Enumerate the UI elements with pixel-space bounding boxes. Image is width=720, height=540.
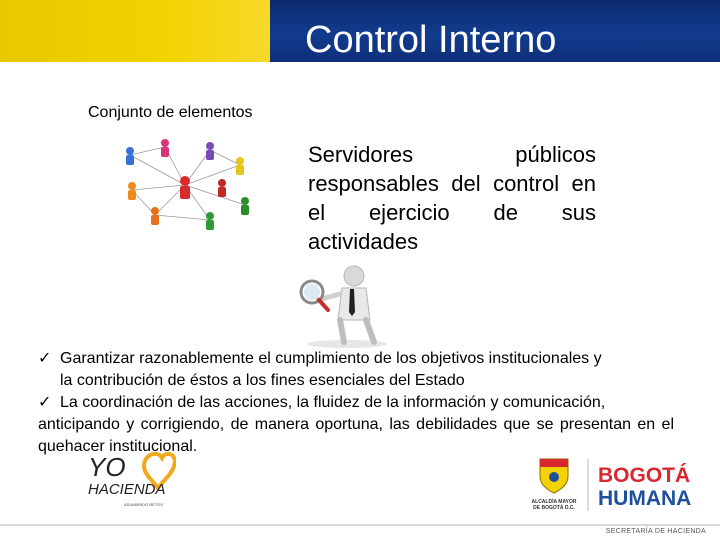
bullet-item: [38, 392, 674, 414]
slide-title: Control Interno: [305, 19, 557, 61]
bullet-text: Garantizar razonablemente el cumplimiento de los objetivos institucionales y: [60, 350, 602, 367]
yo-hacienda-logo: [86, 448, 176, 510]
footer-divider: [0, 524, 720, 526]
header-banner: [0, 0, 720, 62]
header-gold-band: [0, 0, 270, 62]
bogota-humana-logo: [528, 455, 708, 515]
humana-text: HUMANA: [598, 487, 692, 510]
seal-line1: ALCALDÍA MAYOR: [531, 499, 577, 505]
servidores-description: Servidores públicos responsables del control en el ejercicio de sus actividades: [308, 142, 596, 254]
bullet-text: La coordinación de las acciones, la fluidez de la información y comunicación,: [60, 394, 606, 411]
logo-yo-text: YO: [88, 452, 126, 482]
people-network-illustration: [110, 135, 260, 235]
magnifier-figure-illustration: [292, 262, 392, 350]
checkmark-icon: ✓: [38, 350, 52, 367]
bullet-continuation: anticipando y corrigiendo, de manera oportuna, las debilidades que se presentan en el quehacer institucional.: [38, 416, 674, 455]
logo-hacienda-text: HACIENDA: [88, 481, 166, 498]
bullet-continuation: la contribución de éstos a los fines esenciales del Estado: [60, 372, 465, 389]
footer-label: SECRETARÍA DE HACIENDA: [605, 528, 706, 535]
bogota-text: BOGOTÁ: [598, 464, 691, 487]
checkmark-icon: ✓: [38, 394, 52, 411]
bullet-item: [38, 348, 674, 370]
logo-tagline-text: ASUMIENDO RETOS: [124, 502, 164, 507]
seal-line2: DE BOGOTÁ D.C.: [533, 505, 575, 511]
bullet-list: [38, 348, 674, 458]
subtitle-text: Conjunto de elementos: [88, 104, 253, 121]
